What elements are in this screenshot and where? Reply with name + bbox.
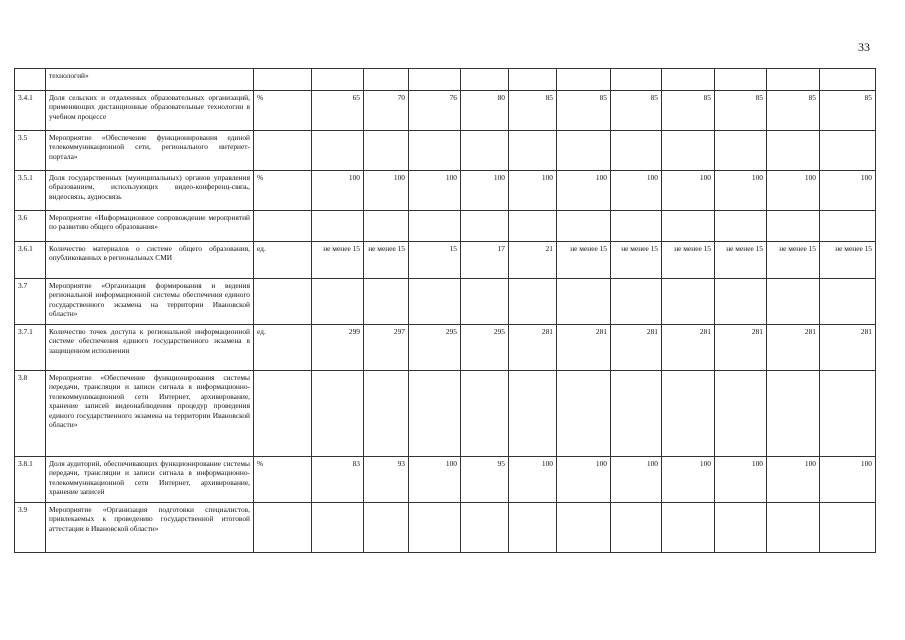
value-cell: 100 xyxy=(611,171,662,211)
value-cell xyxy=(364,503,409,553)
value-cell: 100 xyxy=(461,171,509,211)
row-number-cell: 3.5.1 xyxy=(15,171,46,211)
table-row xyxy=(15,371,876,457)
value-cell xyxy=(461,371,509,457)
value-cell xyxy=(509,211,557,242)
value-cell xyxy=(767,503,820,553)
value-cell: 100 xyxy=(312,171,364,211)
row-number-cell: 3.7 xyxy=(15,279,46,325)
value-cell xyxy=(662,503,715,553)
value-cell xyxy=(461,211,509,242)
value-cell xyxy=(767,211,820,242)
value-cell: 100 xyxy=(767,457,820,503)
unit-cell: ед. xyxy=(254,242,312,279)
value-cell xyxy=(364,69,409,91)
value-cell xyxy=(767,131,820,171)
value-cell: 100 xyxy=(509,171,557,211)
value-cell xyxy=(820,69,876,91)
value-cell: 295 xyxy=(409,325,461,371)
value-cell: 100 xyxy=(662,171,715,211)
value-cell xyxy=(715,69,767,91)
value-cell: 281 xyxy=(767,325,820,371)
row-number-cell: 3.9 xyxy=(15,503,46,553)
value-cell xyxy=(662,279,715,325)
value-cell xyxy=(312,211,364,242)
value-cell: 21 xyxy=(509,242,557,279)
value-cell xyxy=(409,279,461,325)
table-row xyxy=(15,325,876,371)
unit-cell xyxy=(254,371,312,457)
value-cell: 100 xyxy=(820,457,876,503)
value-cell xyxy=(409,503,461,553)
value-cell xyxy=(509,279,557,325)
value-cell: 85 xyxy=(509,91,557,131)
value-cell xyxy=(611,279,662,325)
value-cell: 95 xyxy=(461,457,509,503)
value-cell: не менее 15 xyxy=(312,242,364,279)
value-cell xyxy=(461,503,509,553)
unit-cell: % xyxy=(254,171,312,211)
value-cell: 281 xyxy=(662,325,715,371)
row-number-cell: 3.6.1 xyxy=(15,242,46,279)
table-row xyxy=(15,457,876,503)
value-cell: 85 xyxy=(820,91,876,131)
value-cell xyxy=(557,503,611,553)
value-cell: 93 xyxy=(364,457,409,503)
value-cell xyxy=(312,503,364,553)
value-cell xyxy=(557,211,611,242)
value-cell: 281 xyxy=(557,325,611,371)
page-number: 33 xyxy=(858,40,870,54)
table-row xyxy=(15,503,876,553)
value-cell: 100 xyxy=(767,171,820,211)
table-row xyxy=(15,171,876,211)
value-cell xyxy=(509,503,557,553)
value-cell xyxy=(611,503,662,553)
row-number-cell: 3.4.1 xyxy=(15,91,46,131)
row-number-cell: 3.5 xyxy=(15,131,46,171)
value-cell xyxy=(509,69,557,91)
value-cell xyxy=(557,131,611,171)
value-cell: 295 xyxy=(461,325,509,371)
value-cell xyxy=(557,69,611,91)
value-cell xyxy=(820,131,876,171)
value-cell xyxy=(509,131,557,171)
description-cell: Количество материалов о системе общего образования, опубликованных в региональных СМИ xyxy=(46,242,254,279)
value-cell xyxy=(312,371,364,457)
value-cell xyxy=(715,279,767,325)
unit-cell: ед. xyxy=(254,325,312,371)
value-cell xyxy=(611,131,662,171)
value-cell: 100 xyxy=(409,171,461,211)
row-number-cell xyxy=(15,69,46,91)
value-cell xyxy=(715,371,767,457)
description-cell: Мероприятие «Организация формирования и ведения региональной информационной системы обеспечения единого государственного экзамена на территории Ивановской области» xyxy=(46,279,254,325)
value-cell xyxy=(715,503,767,553)
value-cell: 85 xyxy=(557,91,611,131)
value-cell: 100 xyxy=(715,457,767,503)
value-cell: 65 xyxy=(312,91,364,131)
value-cell xyxy=(611,211,662,242)
value-cell: 85 xyxy=(715,91,767,131)
value-cell: не менее 15 xyxy=(557,242,611,279)
value-cell xyxy=(611,371,662,457)
table-row xyxy=(15,131,876,171)
table-row xyxy=(15,69,876,91)
unit-cell xyxy=(254,211,312,242)
value-cell: 85 xyxy=(611,91,662,131)
value-cell xyxy=(715,211,767,242)
value-cell xyxy=(364,279,409,325)
value-cell: 83 xyxy=(312,457,364,503)
unit-cell: % xyxy=(254,457,312,503)
description-cell: Доля государственных (муниципальных) органов управления образованием, использующих видео-конференц-связь, видеосвязь, аудиосвязь xyxy=(46,171,254,211)
value-cell: 100 xyxy=(509,457,557,503)
value-cell: 15 xyxy=(409,242,461,279)
value-cell: не менее 15 xyxy=(662,242,715,279)
description-cell: Мероприятие «Организация подготовки специалистов, привлекаемых к проведению государственной итоговой аттестации в Ивановской области» xyxy=(46,503,254,553)
value-cell xyxy=(409,69,461,91)
value-cell: не менее 15 xyxy=(820,242,876,279)
value-cell xyxy=(611,69,662,91)
table-row xyxy=(15,279,876,325)
value-cell xyxy=(820,503,876,553)
value-cell: не менее 15 xyxy=(715,242,767,279)
value-cell xyxy=(312,69,364,91)
value-cell xyxy=(767,279,820,325)
description-cell: Мероприятие «Обеспечение функционирования единой телекоммуникационной сети, регионального интернет-портала» xyxy=(46,131,254,171)
value-cell: 100 xyxy=(557,171,611,211)
row-number-cell: 3.8 xyxy=(15,371,46,457)
value-cell xyxy=(767,371,820,457)
value-cell: 100 xyxy=(820,171,876,211)
row-number-cell: 3.6 xyxy=(15,211,46,242)
value-cell xyxy=(509,371,557,457)
value-cell xyxy=(820,279,876,325)
value-cell: 17 xyxy=(461,242,509,279)
value-cell: 281 xyxy=(611,325,662,371)
unit-cell xyxy=(254,69,312,91)
value-cell: 281 xyxy=(509,325,557,371)
value-cell xyxy=(557,371,611,457)
value-cell: 100 xyxy=(611,457,662,503)
description-cell: Мероприятие «Обеспечение функционирования системы передачи, трансляции и записи сигнала в информационно-телекоммуникационной сети Интернет, архивирование, хранение записей видеонаблюдения процедур проведения единого государственного экзамена на территории Ивановской области» xyxy=(46,371,254,457)
value-cell xyxy=(767,69,820,91)
value-cell: 299 xyxy=(312,325,364,371)
value-cell xyxy=(715,131,767,171)
value-cell xyxy=(820,211,876,242)
value-cell xyxy=(461,279,509,325)
value-cell xyxy=(409,131,461,171)
value-cell: 80 xyxy=(461,91,509,131)
value-cell xyxy=(662,131,715,171)
value-cell xyxy=(364,211,409,242)
value-cell xyxy=(461,69,509,91)
value-cell xyxy=(312,279,364,325)
value-cell: не менее 15 xyxy=(767,242,820,279)
value-cell: 70 xyxy=(364,91,409,131)
value-cell xyxy=(820,371,876,457)
description-cell: технологий» xyxy=(46,69,254,91)
value-cell xyxy=(312,131,364,171)
unit-cell: % xyxy=(254,91,312,131)
value-cell xyxy=(662,371,715,457)
description-cell: Доля сельских и отдаленных образовательных организаций, применяющих дистанционные образовательные технологии в учебном процессе xyxy=(46,91,254,131)
table-row xyxy=(15,211,876,242)
value-cell xyxy=(409,211,461,242)
description-cell: Доля аудиторий, обеспечивающих функционирование системы передачи, трансляции и записи сигнала в информационно-телекоммуникационной сети Интернет, архивирование, хранение записей xyxy=(46,457,254,503)
table-row xyxy=(15,91,876,131)
value-cell: 100 xyxy=(364,171,409,211)
value-cell: 281 xyxy=(820,325,876,371)
value-cell: 100 xyxy=(409,457,461,503)
row-number-cell: 3.7.1 xyxy=(15,325,46,371)
unit-cell xyxy=(254,131,312,171)
description-cell: Количество точек доступа к региональной информационной системе обеспечения единого государственного экзамена в защищенном исполнении xyxy=(46,325,254,371)
value-cell xyxy=(364,371,409,457)
value-cell xyxy=(662,69,715,91)
value-cell: 297 xyxy=(364,325,409,371)
value-cell: 100 xyxy=(662,457,715,503)
unit-cell xyxy=(254,503,312,553)
value-cell xyxy=(557,279,611,325)
unit-cell xyxy=(254,279,312,325)
value-cell: 100 xyxy=(715,171,767,211)
value-cell: 100 xyxy=(557,457,611,503)
value-cell xyxy=(364,131,409,171)
value-cell xyxy=(461,131,509,171)
value-cell xyxy=(409,371,461,457)
value-cell: не менее 15 xyxy=(364,242,409,279)
description-cell: Мероприятие «Информационное сопровождение мероприятий по развитию общего образования» xyxy=(46,211,254,242)
table-row xyxy=(15,242,876,279)
value-cell: не менее 15 xyxy=(611,242,662,279)
value-cell xyxy=(662,211,715,242)
value-cell: 76 xyxy=(409,91,461,131)
value-cell: 281 xyxy=(715,325,767,371)
value-cell: 85 xyxy=(767,91,820,131)
value-cell: 85 xyxy=(662,91,715,131)
indicators-table xyxy=(14,68,876,553)
row-number-cell: 3.8.1 xyxy=(15,457,46,503)
